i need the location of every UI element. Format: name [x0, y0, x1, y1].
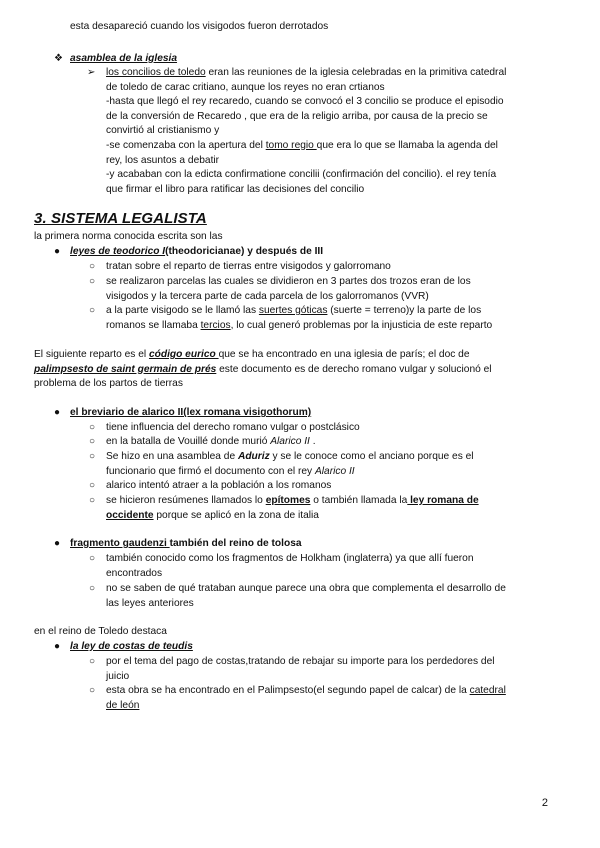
circle-bullet-icon: ○ [89, 480, 96, 491]
breviario-item-5: se hicieron resúmenes llamados lo epítomes o también llamada la ley romana de occidente porque se aplicó en la zona de italia [106, 495, 479, 521]
asamblea-text [106, 66, 576, 197]
circle-bullet-icon: ○ [89, 656, 96, 667]
occidente-link: occidente [106, 509, 154, 521]
gaudenzi-item-2: no se saben de qué trataban aunque parece una obra que complementa el desarrollo de las leyes anteriores [106, 583, 506, 609]
asamblea-line-7: rey, los asuntos a debatir [106, 154, 220, 166]
circle-bullet-icon: ○ [89, 495, 96, 506]
asamblea-line-1: los concilios de toledo eran las reuniones de la iglesia celebradas en la primitiva catedral [106, 67, 507, 78]
circle-bullet-icon: ○ [89, 261, 96, 272]
epitomes-link: epítomes [265, 495, 311, 506]
section-title: 3. SISTEMA LEGALISTA [34, 210, 207, 227]
asamblea-line-5: convirtió al cristianismo y [106, 125, 220, 137]
circle-bullet-icon: ○ [89, 553, 96, 564]
ley-romana-link: ley romana de [407, 495, 479, 506]
breviario-heading: el breviario de alarico II(lex romana visigothorum) [70, 407, 312, 418]
leyes-item-2: se realizaron parcelas las cuales se dividieron en 3 partes dos trozos eran de los visigodos y la tercera parte de cada parcela de los galorromanos (VVR) [106, 276, 471, 302]
page-number: 2 [541, 797, 548, 809]
palimpsesto-link: palimpsesto de saint germain de prés [34, 363, 217, 375]
toledo-heading: la ley de costas de teudis [70, 641, 193, 652]
asamblea-line-9: que firmar el libro para ratificar las decisiones del concilio [106, 183, 365, 195]
gaudenzi-heading: fragmento gaudenzi también del reino de tolosa [70, 538, 302, 549]
asamblea-line-2: de toledo de carac critiano, aunque los reyes no eran crtianos [106, 81, 385, 93]
circle-bullet-icon: ○ [89, 276, 96, 287]
concilios-link: los concilios de toledo [106, 67, 206, 78]
arrow-bullet-icon: ➢ [87, 67, 96, 78]
bullet-dot-icon: ● [54, 407, 61, 418]
de-leon-link: de león [106, 699, 140, 711]
catedral-link: catedral [469, 685, 506, 696]
breviario-item-2: en la batalla de Vouillé donde murió Alarico II . [106, 436, 316, 447]
asamblea-line-8: -y acababan con la edicta confirmatione concilii (confirmación del concilio). el rey tenía [106, 169, 497, 181]
suertes-goticas-link: suertes góticas [258, 305, 328, 316]
breviario-item-3: Se hizo en una asamblea de Aduriz y se le conoce como el anciano porque es el funcionario que firmó el documento con el rey Alarico II [106, 451, 474, 477]
circle-bullet-icon: ○ [89, 305, 96, 316]
toledo-item-2: esta obra se ha encontrado en el Palimpsesto(el segundo papel de calcar) de la catedral de león [106, 685, 506, 711]
tercios-link: tercios [200, 319, 231, 331]
leyes-heading: leyes de teodorico I(theodoricianae) y después de III [70, 246, 324, 257]
bullet-dot-icon: ● [54, 246, 61, 257]
asamblea-heading: asamblea de la iglesia [70, 53, 178, 64]
toledo-intro: en el reino de Toledo destaca [34, 626, 167, 637]
asamblea-line-4: de la conversión de Recaredo , que era de la religio arriba, por causa de la precio se [106, 110, 488, 122]
circle-bullet-icon: ○ [89, 422, 96, 433]
section-intro: la primera norma conocida escrita son las [34, 231, 223, 242]
leyes-item-1: tratan sobre el reparto de tierras entre visigodos y galorromano [106, 261, 391, 272]
bullet-dot-icon: ● [54, 538, 61, 549]
intro-line: esta desapareció cuando los visigodos fueron derrotados [70, 21, 329, 32]
diamond-bullet-icon: ❖ [54, 53, 63, 64]
reparto-paragraph: El siguiente reparto es el código eurico que se ha encontrado en una iglesia de parís; el doc de palimpsesto de saint germain de prés este documento es de derecho romano vulgar y solucionó el problema de los partos de tierras [34, 349, 492, 390]
circle-bullet-icon: ○ [89, 436, 96, 447]
circle-bullet-icon: ○ [89, 583, 96, 594]
asamblea-line-6: -se comenzaba con la apertura del tomo regio que era lo que se llamaba la agenda del [106, 139, 498, 151]
toledo-item-1: por el tema del pago de costas,tratando de rebajar su importe para los perdedores del juicio [106, 656, 495, 682]
circle-bullet-icon: ○ [89, 451, 96, 462]
breviario-item-1: tiene influencia del derecho romano vulgar o postclásico [106, 422, 360, 433]
codigo-eurico-link: código eurico [148, 349, 219, 360]
bullet-dot-icon: ● [54, 641, 61, 652]
breviario-item-4: alarico intentó atraer a la población a los romanos [106, 480, 332, 491]
gaudenzi-item-1: también conocido como los fragmentos de Holkham (inglaterra) ya que allí fueron encontrados [106, 553, 474, 579]
tomo-regio-link: tomo regio [265, 139, 317, 151]
asamblea-line-3: -hasta que llegó el rey recaredo, cuando se convocó el 3 concilio se produce el episodio [106, 96, 504, 108]
circle-bullet-icon: ○ [89, 685, 96, 696]
leyes-item-3: a la parte visigodo se le llamó las suertes góticas (suerte = terreno)y la parte de los romanos se llamaba tercios, lo cual generó problemas por la injusticia de este reparto [106, 305, 493, 331]
